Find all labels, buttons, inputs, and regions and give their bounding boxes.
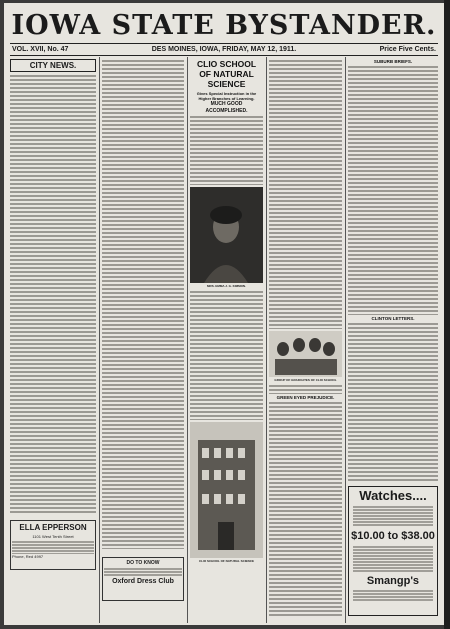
column-1-text <box>10 74 96 514</box>
dateline <box>10 43 438 56</box>
watches-ad <box>348 486 438 616</box>
volume-number: VOL. XVII, No. 47 <box>12 46 69 53</box>
text-block <box>190 290 263 420</box>
price: Price Five Cents. <box>379 46 436 53</box>
column-rule <box>99 57 100 623</box>
text-block <box>190 115 263 185</box>
ad-body <box>353 505 433 527</box>
text-block <box>269 384 342 394</box>
text-block <box>269 59 342 329</box>
city-news-box: CITY NEWS. <box>10 59 96 72</box>
ad-address: 1101 West Tenth Street <box>32 534 74 539</box>
text-block <box>10 74 96 514</box>
headline: CLIO SCHOOL OF NATURAL SCIENCE <box>196 59 257 89</box>
ad-body <box>104 567 182 577</box>
ad-name: Smangp's <box>366 575 420 587</box>
graduates-caption: GROUP OF GRADUATES OF CLIO SCHOOL <box>274 378 337 382</box>
column-2 <box>102 59 184 623</box>
subhead: Gives Special Instruction in the Higher Branches of Learning. <box>196 91 257 101</box>
graduates-image <box>269 331 342 377</box>
ad-footer <box>353 589 433 601</box>
subhead-2: MUCH GOOD ACCOMPLISHED. <box>205 101 248 114</box>
clinton-letters-head: CLINTON LETTERS. <box>371 316 415 321</box>
epperson-ad <box>10 520 96 570</box>
column-5 <box>348 59 438 623</box>
column-rule <box>345 57 346 623</box>
ad-name: ELLA EPPERSON <box>19 523 87 532</box>
ad-name: Oxford Dress Club <box>112 578 174 585</box>
ad-head: DO TO KNOW <box>126 560 160 566</box>
masthead-title: IOWA STATE BYSTANDER. <box>11 10 437 41</box>
graduates-photo <box>269 331 342 377</box>
column-1 <box>10 59 96 623</box>
suburb-briefs-head: SUBURB BRIEFS. <box>373 59 413 64</box>
section-head: GREEN EYED PREJUDICE. <box>276 395 335 400</box>
column-rule <box>187 57 188 623</box>
newspaper-page <box>4 3 444 625</box>
ad-body <box>353 545 433 573</box>
building-image <box>190 422 263 558</box>
column-4 <box>269 59 342 623</box>
school-building-photo <box>190 422 263 558</box>
text-block <box>102 59 184 549</box>
text-block <box>348 322 438 482</box>
ad-price: $10.00 to $38.00 <box>351 530 435 542</box>
ad-title: Watches.... <box>359 488 427 503</box>
scan-edge <box>444 0 450 629</box>
portrait-photo <box>190 187 263 283</box>
portrait-image <box>190 187 263 283</box>
ad-body <box>12 540 94 554</box>
dress-club-ad <box>102 557 184 601</box>
column-rule <box>266 57 267 623</box>
text-block <box>348 65 438 315</box>
place-date: DES MOINES, IOWA, FRIDAY, MAY 12, 1911. <box>151 46 297 53</box>
ad-phone: Phone, Red 4997 <box>12 554 44 559</box>
text-block <box>269 401 342 617</box>
photo-caption: MRS. EMMA J. G. KIMMON. <box>207 284 246 288</box>
column-3 <box>190 59 263 623</box>
school-caption: CLIO SCHOOL OF NATURAL SCIENCE <box>198 559 254 563</box>
